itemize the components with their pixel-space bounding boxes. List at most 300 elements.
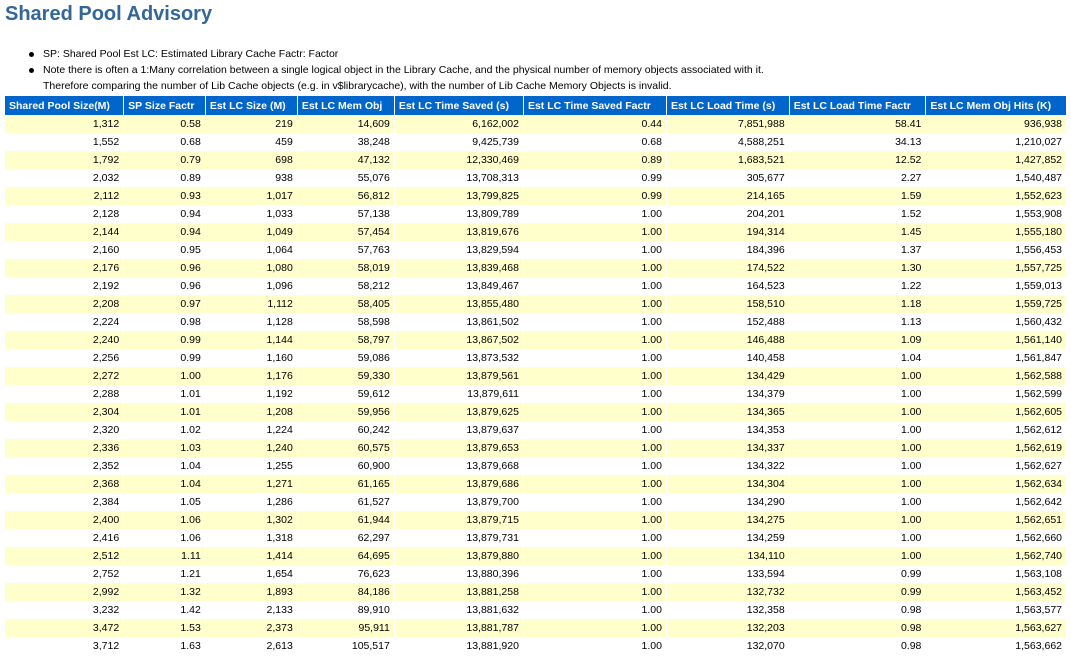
table-cell: 12,330,469 (395, 151, 524, 169)
table-cell: 76,623 (298, 565, 395, 583)
table-cell: 1.00 (524, 637, 667, 655)
table-cell: 13,879,653 (395, 439, 524, 457)
table-cell: 13,879,686 (395, 475, 524, 493)
table-cell: 13,879,731 (395, 529, 524, 547)
table-cell: 1,559,013 (926, 277, 1066, 295)
table-cell: 2,128 (5, 205, 124, 223)
table-cell: 1.32 (124, 583, 206, 601)
table-row (5, 133, 1066, 151)
table-cell: 133,594 (667, 565, 790, 583)
table-cell: 0.94 (124, 223, 206, 241)
table-cell: 60,900 (298, 457, 395, 475)
table-cell: 0.89 (124, 169, 206, 187)
table-cell: 2,368 (5, 475, 124, 493)
table-cell: 1,654 (206, 565, 298, 583)
note-text: Note there is often a 1:Many correlation between a single logical object in the Library Cache, and the physical number of memory objects associated with it. (43, 64, 764, 76)
table-cell: 1,192 (206, 385, 298, 403)
table-cell: 1,208 (206, 403, 298, 421)
table-cell: 1.00 (524, 223, 667, 241)
table-cell: 0.79 (124, 151, 206, 169)
table-cell: 1.00 (524, 601, 667, 619)
table-row (5, 511, 1066, 529)
table-cell: 152,488 (667, 313, 790, 331)
table-row (5, 601, 1066, 619)
table-cell: 1,893 (206, 583, 298, 601)
table-cell: 1,562,634 (926, 475, 1066, 493)
table-row (5, 565, 1066, 583)
table-cell: 1.04 (124, 475, 206, 493)
table-cell: 146,488 (667, 331, 790, 349)
table-cell: 134,337 (667, 439, 790, 457)
table-cell: 1.09 (790, 331, 927, 349)
table-cell: 1,552 (5, 133, 124, 151)
note-text: SP: Shared Pool Est LC: Estimated Library Cache Factr: Factor (43, 48, 339, 60)
table-cell: 0.89 (524, 151, 667, 169)
table-cell: 1,318 (206, 529, 298, 547)
table-cell: 1.59 (790, 187, 927, 205)
table-cell: 1,176 (206, 367, 298, 385)
table-cell: 0.68 (524, 133, 667, 151)
table-cell: 1,128 (206, 313, 298, 331)
table-cell: 13,880,396 (395, 565, 524, 583)
table-cell: 13,849,467 (395, 277, 524, 295)
column-header: SP Size Factr (124, 96, 206, 115)
table-cell: 134,304 (667, 475, 790, 493)
table-cell: 1.52 (790, 205, 927, 223)
table-cell: 3,712 (5, 637, 124, 655)
table-cell: 1.00 (524, 331, 667, 349)
table-cell: 1.00 (524, 583, 667, 601)
table-cell: 1.02 (124, 421, 206, 439)
table-cell: 0.98 (790, 619, 927, 637)
table-cell: 140,458 (667, 349, 790, 367)
table-cell: 1,427,852 (926, 151, 1066, 169)
table-cell: 57,138 (298, 205, 395, 223)
table-cell: 0.98 (124, 313, 206, 331)
table-cell: 214,165 (667, 187, 790, 205)
table-cell: 1.00 (524, 547, 667, 565)
table-header-row (5, 96, 1066, 115)
table-cell: 134,379 (667, 385, 790, 403)
table-cell: 2,288 (5, 385, 124, 403)
table-cell: 1.45 (790, 223, 927, 241)
table-row (5, 637, 1066, 655)
table-cell: 1.03 (124, 439, 206, 457)
table-cell: 1.00 (524, 313, 667, 331)
table-cell: 1.06 (124, 511, 206, 529)
table-cell: 1,561,140 (926, 331, 1066, 349)
note-item-abbreviations (27, 46, 764, 62)
table-cell: 1.37 (790, 241, 927, 259)
table-cell: 13,881,787 (395, 619, 524, 637)
table-cell: 2,752 (5, 565, 124, 583)
table-cell: 1,562,612 (926, 421, 1066, 439)
table-cell: 14,609 (298, 115, 395, 133)
table-cell: 1.00 (524, 385, 667, 403)
table-cell: 2,208 (5, 295, 124, 313)
table-cell: 134,259 (667, 529, 790, 547)
table-cell: 1,562,651 (926, 511, 1066, 529)
table-cell: 1.00 (524, 277, 667, 295)
table-cell: 1,302 (206, 511, 298, 529)
table-cell: 1.00 (790, 439, 927, 457)
table-cell: 1.13 (790, 313, 927, 331)
table-cell: 134,290 (667, 493, 790, 511)
table-cell: 1.06 (124, 529, 206, 547)
table-cell: 1.00 (790, 511, 927, 529)
table-cell: 2,336 (5, 439, 124, 457)
table-cell: 58,019 (298, 259, 395, 277)
table-cell: 1,563,627 (926, 619, 1066, 637)
table-cell: 58.41 (790, 115, 927, 133)
table-cell: 2,320 (5, 421, 124, 439)
table-cell: 1,555,180 (926, 223, 1066, 241)
table-cell: 194,314 (667, 223, 790, 241)
table-cell: 4,588,251 (667, 133, 790, 151)
table-cell: 58,405 (298, 295, 395, 313)
table-cell: 1,271 (206, 475, 298, 493)
table-cell: 13,819,676 (395, 223, 524, 241)
table-cell: 0.99 (524, 169, 667, 187)
table-cell: 13,809,789 (395, 205, 524, 223)
table-row (5, 619, 1066, 637)
table-cell: 1.00 (790, 403, 927, 421)
table-cell: 938 (206, 169, 298, 187)
table-row (5, 367, 1066, 385)
table-cell: 1,562,588 (926, 367, 1066, 385)
table-row (5, 151, 1066, 169)
table-cell: 1.00 (790, 529, 927, 547)
table-cell: 1,562,599 (926, 385, 1066, 403)
table-cell: 0.98 (790, 637, 927, 655)
table-cell: 1,160 (206, 349, 298, 367)
table-cell: 1.53 (124, 619, 206, 637)
table-row (5, 385, 1066, 403)
table-cell: 1,683,521 (667, 151, 790, 169)
table-cell: 1,556,453 (926, 241, 1066, 259)
table-cell: 0.95 (124, 241, 206, 259)
table-cell: 1,064 (206, 241, 298, 259)
table-cell: 12.52 (790, 151, 927, 169)
table-cell: 1.00 (524, 457, 667, 475)
table-cell: 1.63 (124, 637, 206, 655)
table-cell: 2,133 (206, 601, 298, 619)
table-cell: 1,563,108 (926, 565, 1066, 583)
table-cell: 1.00 (524, 565, 667, 583)
table-cell: 1.00 (524, 421, 667, 439)
table-cell: 1,286 (206, 493, 298, 511)
table-cell: 1,080 (206, 259, 298, 277)
table-cell: 1,560,432 (926, 313, 1066, 331)
table-cell: 1.00 (524, 295, 667, 313)
table-cell: 1,049 (206, 223, 298, 241)
table-cell: 174,522 (667, 259, 790, 277)
table-cell: 2,192 (5, 277, 124, 295)
table-row (5, 493, 1066, 511)
table-cell: 2,224 (5, 313, 124, 331)
table-cell: 1.00 (790, 475, 927, 493)
table-row (5, 205, 1066, 223)
table-cell: 1,557,725 (926, 259, 1066, 277)
table-cell: 13,879,611 (395, 385, 524, 403)
table-cell: 1.21 (124, 565, 206, 583)
table-row (5, 547, 1066, 565)
table-cell: 204,201 (667, 205, 790, 223)
table-cell: 2,992 (5, 583, 124, 601)
table-cell: 55,076 (298, 169, 395, 187)
table-cell: 56,812 (298, 187, 395, 205)
shared-pool-advisory-table (5, 96, 1066, 655)
table-cell: 2,112 (5, 187, 124, 205)
table-cell: 13,879,700 (395, 493, 524, 511)
table-cell: 1.00 (524, 367, 667, 385)
table-cell: 1,563,452 (926, 583, 1066, 601)
column-header: Est LC Mem Obj (298, 96, 395, 115)
table-cell: 1.00 (524, 259, 667, 277)
table-cell: 2,384 (5, 493, 124, 511)
table-cell: 0.96 (124, 277, 206, 295)
column-header: Est LC Load Time (s) (667, 96, 790, 115)
table-cell: 57,454 (298, 223, 395, 241)
table-row (5, 439, 1066, 457)
table-cell: 1,144 (206, 331, 298, 349)
table-row (5, 331, 1066, 349)
table-cell: 2,160 (5, 241, 124, 259)
table-cell: 936,938 (926, 115, 1066, 133)
table-cell: 1.05 (124, 493, 206, 511)
table-cell: 1.00 (790, 457, 927, 475)
notes-list (27, 46, 764, 94)
table-cell: 1.00 (524, 511, 667, 529)
table-cell: 305,677 (667, 169, 790, 187)
table-cell: 7,851,988 (667, 115, 790, 133)
table-row (5, 241, 1066, 259)
table-cell: 134,365 (667, 403, 790, 421)
table-cell: 0.94 (124, 205, 206, 223)
table-cell: 59,956 (298, 403, 395, 421)
table-cell: 184,396 (667, 241, 790, 259)
table-cell: 0.99 (790, 565, 927, 583)
table-cell: 1.00 (790, 493, 927, 511)
table-cell: 1.00 (790, 547, 927, 565)
table-cell: 13,879,637 (395, 421, 524, 439)
table-cell: 1.00 (524, 529, 667, 547)
table-cell: 132,203 (667, 619, 790, 637)
column-header: Est LC Time Saved (s) (395, 96, 524, 115)
table-cell: 62,297 (298, 529, 395, 547)
table-cell: 0.58 (124, 115, 206, 133)
table-row (5, 223, 1066, 241)
table-row (5, 349, 1066, 367)
table-cell: 58,797 (298, 331, 395, 349)
column-header: Est LC Mem Obj Hits (K) (926, 96, 1066, 115)
table-cell: 0.99 (790, 583, 927, 601)
table-cell: 2,176 (5, 259, 124, 277)
table-cell: 61,165 (298, 475, 395, 493)
table-cell: 164,523 (667, 277, 790, 295)
table-cell: 2,613 (206, 637, 298, 655)
table-row (5, 421, 1066, 439)
table-cell: 6,162,002 (395, 115, 524, 133)
table-cell: 0.44 (524, 115, 667, 133)
table-cell: 2,512 (5, 547, 124, 565)
table-cell: 59,612 (298, 385, 395, 403)
table-cell: 0.98 (790, 601, 927, 619)
table-cell: 1.00 (524, 439, 667, 457)
table-cell: 1,112 (206, 295, 298, 313)
table-cell: 1,563,662 (926, 637, 1066, 655)
table-cell: 13,839,468 (395, 259, 524, 277)
table-cell: 1,792 (5, 151, 124, 169)
table-row (5, 403, 1066, 421)
table-cell: 13,879,715 (395, 511, 524, 529)
table-cell: 13,867,502 (395, 331, 524, 349)
table-cell: 0.68 (124, 133, 206, 151)
table-cell: 1.00 (524, 493, 667, 511)
table-body (5, 115, 1066, 655)
table-cell: 13,855,480 (395, 295, 524, 313)
table-cell: 132,070 (667, 637, 790, 655)
table-cell: 134,110 (667, 547, 790, 565)
table-cell: 2,032 (5, 169, 124, 187)
table-cell: 158,510 (667, 295, 790, 313)
table-cell: 59,330 (298, 367, 395, 385)
table-cell: 3,472 (5, 619, 124, 637)
table-cell: 95,911 (298, 619, 395, 637)
table-cell: 2,272 (5, 367, 124, 385)
table-cell: 1.00 (790, 367, 927, 385)
table-cell: 1.30 (790, 259, 927, 277)
table-cell: 219 (206, 115, 298, 133)
table-cell: 1.00 (524, 403, 667, 421)
table-cell: 1.18 (790, 295, 927, 313)
table-cell: 1,553,908 (926, 205, 1066, 223)
table-cell: 13,881,258 (395, 583, 524, 601)
table-cell: 132,358 (667, 601, 790, 619)
table-cell: 1.04 (124, 457, 206, 475)
table-cell: 1.01 (124, 385, 206, 403)
table-row (5, 529, 1066, 547)
table-cell: 47,132 (298, 151, 395, 169)
table-cell: 1.00 (524, 619, 667, 637)
table-cell: 58,212 (298, 277, 395, 295)
table-cell: 1.22 (790, 277, 927, 295)
table-cell: 1.00 (790, 385, 927, 403)
table-cell: 61,944 (298, 511, 395, 529)
table-cell: 1.11 (124, 547, 206, 565)
table-row (5, 169, 1066, 187)
table-cell: 0.96 (124, 259, 206, 277)
table-cell: 2,256 (5, 349, 124, 367)
table-cell: 57,763 (298, 241, 395, 259)
table-row (5, 457, 1066, 475)
table-cell: 1.00 (524, 475, 667, 493)
table-cell: 1,414 (206, 547, 298, 565)
table-cell: 1.00 (524, 241, 667, 259)
table-cell: 60,242 (298, 421, 395, 439)
table-cell: 1,017 (206, 187, 298, 205)
table-cell: 2,373 (206, 619, 298, 637)
column-header: Est LC Size (M) (206, 96, 298, 115)
table-cell: 1,563,577 (926, 601, 1066, 619)
table-cell: 1,240 (206, 439, 298, 457)
table-cell: 2,240 (5, 331, 124, 349)
table-cell: 9,425,739 (395, 133, 524, 151)
table-cell: 1.01 (124, 403, 206, 421)
table-row (5, 115, 1066, 133)
column-header: Est LC Time Saved Factr (524, 96, 667, 115)
table-cell: 1,224 (206, 421, 298, 439)
column-header: Shared Pool Size(M) (5, 96, 124, 115)
table-cell: 64,695 (298, 547, 395, 565)
table-cell: 84,186 (298, 583, 395, 601)
table-cell: 13,879,668 (395, 457, 524, 475)
table-cell: 134,353 (667, 421, 790, 439)
table-row (5, 313, 1066, 331)
table-cell: 0.99 (124, 349, 206, 367)
table-cell: 459 (206, 133, 298, 151)
table-cell: 59,086 (298, 349, 395, 367)
table-cell: 0.93 (124, 187, 206, 205)
note-item-correlation (27, 62, 764, 94)
table-cell: 1.00 (124, 367, 206, 385)
table-row (5, 583, 1066, 601)
table-row (5, 277, 1066, 295)
table-row (5, 259, 1066, 277)
table-cell: 1,562,660 (926, 529, 1066, 547)
table-row (5, 475, 1066, 493)
table-cell: 1,255 (206, 457, 298, 475)
table-cell: 13,879,880 (395, 547, 524, 565)
table-cell: 134,275 (667, 511, 790, 529)
table-cell: 3,232 (5, 601, 124, 619)
table-cell: 134,429 (667, 367, 790, 385)
table-cell: 0.97 (124, 295, 206, 313)
table-cell: 1,562,740 (926, 547, 1066, 565)
table-cell: 2,416 (5, 529, 124, 547)
table-cell: 2,144 (5, 223, 124, 241)
table-cell: 132,732 (667, 583, 790, 601)
table-cell: 2.27 (790, 169, 927, 187)
table-cell: 13,881,632 (395, 601, 524, 619)
table-cell: 1,552,623 (926, 187, 1066, 205)
table-cell: 1.04 (790, 349, 927, 367)
table-cell: 1.00 (790, 421, 927, 439)
table-cell: 134,322 (667, 457, 790, 475)
table-cell: 1,562,627 (926, 457, 1066, 475)
table-cell: 1,096 (206, 277, 298, 295)
table-row (5, 295, 1066, 313)
table-cell: 1,033 (206, 205, 298, 223)
table-cell: 13,873,532 (395, 349, 524, 367)
table-cell: 2,400 (5, 511, 124, 529)
table-cell: 1.42 (124, 601, 206, 619)
table-cell: 2,304 (5, 403, 124, 421)
table-row (5, 187, 1066, 205)
table-cell: 2,352 (5, 457, 124, 475)
table-cell: 1.00 (524, 205, 667, 223)
table-cell: 698 (206, 151, 298, 169)
table-cell: 34.13 (790, 133, 927, 151)
table-cell: 0.99 (524, 187, 667, 205)
column-header: Est LC Load Time Factr (790, 96, 927, 115)
page-title: Shared Pool Advisory (5, 3, 213, 25)
table-cell: 1,540,487 (926, 169, 1066, 187)
table-cell: 1,562,605 (926, 403, 1066, 421)
table-cell: 89,910 (298, 601, 395, 619)
table-cell: 1,562,619 (926, 439, 1066, 457)
table-cell: 13,829,594 (395, 241, 524, 259)
